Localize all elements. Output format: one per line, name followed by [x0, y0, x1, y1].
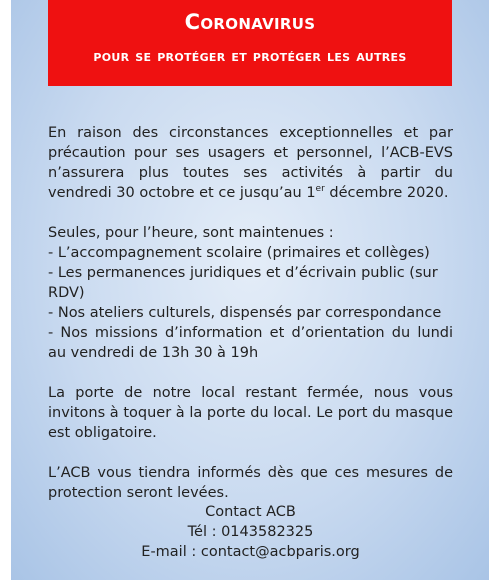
banner-subtitle: pour se protéger et protéger les autres: [93, 46, 407, 65]
closing-paragraph: L’ACB vous tiendra informés dès que ces mesures de protection seront levées.: [48, 465, 453, 501]
maintained-heading: Seules, pour l’heure, sont maintenues :: [48, 225, 334, 241]
intro-text-end: décembre 2020.: [324, 185, 449, 201]
list-item: - Les permanences juridiques et d’écrivain public (sur RDV): [48, 265, 438, 301]
banner-title: Coronavirus: [184, 10, 316, 34]
contact-phone: Tél : 0143582325: [187, 524, 314, 540]
door-notice-paragraph: La porte de notre local restant fermée, nous vous invitons à toquer à la porte du local. Le port du masque est obligatoire.: [48, 385, 453, 441]
intro-text: En raison des circonstances exceptionnelles et par précaution pour ses usagers et personnel, l’ACB-EVS n’assurera plus toutes ses activités à partir du vendredi 30 octobre et ce jusqu’au 1: [48, 125, 453, 201]
header-banner: [48, 0, 452, 86]
announcement-body: [48, 123, 453, 503]
ordinal-superscript: er: [315, 184, 325, 195]
contact-email: E-mail : contact@acbparis.org: [141, 544, 360, 560]
contact-block: [48, 502, 453, 562]
intro-paragraph: [48, 123, 453, 203]
contact-title: Contact ACB: [205, 504, 296, 520]
poster: [11, 0, 489, 580]
list-item: - Nos missions d’information et d’orientation du lundi au vendredi de 13h 30 à 19h: [48, 325, 453, 361]
list-item: - Nos ateliers culturels, dispensés par correspondance: [48, 305, 442, 321]
list-item: - L’accompagnement scolaire (primaires et collèges): [48, 245, 430, 261]
